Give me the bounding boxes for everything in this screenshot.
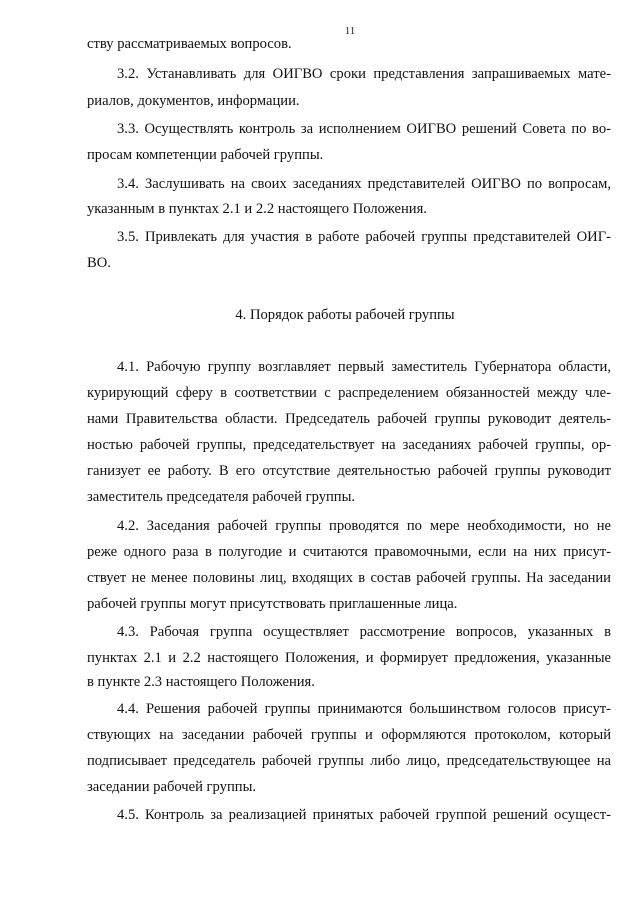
text-line: ству рассматриваемых вопросов. <box>87 36 292 52</box>
paragraph-4-1-line-5: ганизует ее работу. В его отсутствие деятельностью рабочей группы руководит <box>87 463 611 479</box>
paragraph-3-4-line-1: 3.4. Заслушивать на своих заседаниях представителей ОИГВО по вопросам, <box>117 176 611 192</box>
paragraph-3-3-line-1: 3.3. Осуществлять контроль за исполнением ОИГВО решений Совета по во- <box>117 121 611 137</box>
paragraph-4-2-line-2: реже одного раза в полугодие и считаются правомочными, если на них присут- <box>87 544 611 560</box>
paragraph-4-2-line-1: 4.2. Заседания рабочей группы проводятся по мере необходимости, но не <box>117 518 611 534</box>
paragraph-3-2-line-1: 3.2. Устанавливать для ОИГВО сроки представления запрашиваемых мате- <box>117 66 611 82</box>
paragraph-4-1-line-3: нами Правительства области. Председатель рабочей группы руководит деятель- <box>87 411 611 427</box>
paragraph-4-1-line-4: ностью рабочей группы, председательствует на заседаниях рабочей группы, ор- <box>87 437 611 453</box>
paragraph-4-5-line-1: 4.5. Контроль за реализацией принятых рабочей группой решений осущест- <box>117 807 611 823</box>
paragraph-3-2-line-2: риалов, документов, информации. <box>87 93 300 109</box>
paragraph-3-3-line-2: просам компетенции рабочей группы. <box>87 147 324 163</box>
paragraph-4-4-line-1: 4.4. Решения рабочей группы принимаются большинством голосов присут- <box>117 701 611 717</box>
paragraph-4-1-line-6: заместитель председателя рабочей группы. <box>87 489 356 505</box>
page-number: 11 <box>344 25 356 37</box>
paragraph-4-2-line-3: ствует не менее половины лиц, входящих в состав рабочей группы. На заседании <box>87 570 611 586</box>
paragraph-4-4-line-2: ствующих на заседании рабочей группы и оформляются протоколом, который <box>87 727 611 743</box>
section-heading: 4. Порядок работы рабочей группы <box>235 307 455 323</box>
paragraph-4-1-line-2: курирующий сферу в соответствии с распределением обязанностей между чле- <box>87 385 611 401</box>
paragraph-4-3-line-2: пунктах 2.1 и 2.2 настоящего Положения, и формирует предложения, указанные <box>87 650 611 666</box>
paragraph-4-3-line-3: в пункте 2.3 настоящего Положения. <box>87 674 315 690</box>
paragraph-3-5-line-1: 3.5. Привлекать для участия в работе рабочей группы представителей ОИГ- <box>117 229 611 245</box>
paragraph-4-1-line-1: 4.1. Рабочую группу возглавляет первый заместитель Губернатора области, <box>117 359 611 375</box>
paragraph-4-4-line-3: подписывает председатель рабочей группы либо лицо, председательствующее на <box>87 753 611 769</box>
paragraph-3-5-line-2: ВО. <box>87 255 111 271</box>
paragraph-4-3-line-1: 4.3. Рабочая группа осуществляет рассмотрение вопросов, указанных в <box>117 624 611 640</box>
paragraph-4-2-line-4: рабочей группы могут присутствовать приглашенные лица. <box>87 596 458 612</box>
paragraph-4-4-line-4: заседании рабочей группы. <box>87 779 257 795</box>
paragraph-3-4-line-2: указанным в пунктах 2.1 и 2.2 настоящего Положения. <box>87 201 427 217</box>
